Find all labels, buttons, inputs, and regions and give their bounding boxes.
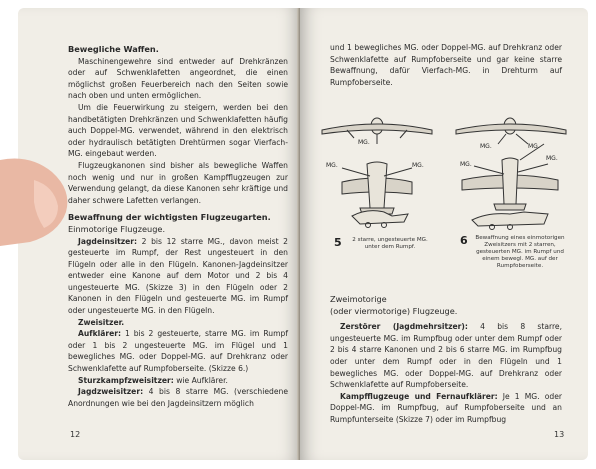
right-page (300, 8, 588, 460)
right-page-lower-text (330, 294, 562, 426)
paragraph-aufklaerer (68, 328, 288, 374)
paragraph-1: Maschinengewehre sind entweder auf Drehkränzen oder auf Schwenklafetten angeordnet, die einen möglichst großen Feuerbereich nach den Seiten sowie nach oben und unten ermöglichen. (68, 56, 288, 101)
paragraph-kampfflugzeuge (330, 391, 562, 426)
mg-label: MG. (528, 143, 540, 150)
term-jagdzweisitzer: Jagdzweisitzer: (78, 387, 144, 397)
text-kampfflugzeuge: Je 1 MG. oder Doppel-MG. im Rumpfbug, auf Rumpfoberseite und an Rumpfunterseite (Skizze 7) oder im Rumpfbug (330, 391, 562, 424)
term-kampfflugzeuge: Kampfflugzeuge und Fernaufklärer: (340, 391, 498, 401)
mg-label: MG. (326, 162, 338, 169)
term-zweisitzer: Zweisitzer. (78, 317, 125, 327)
subheading-single-engine: Einmotorige Flugzeuge. (68, 223, 166, 234)
text-sturzkampf: wie Aufklärer. (173, 375, 228, 385)
mg-label: MG. (460, 161, 472, 168)
figure-6-caption: Bewaffnung eines einmotorigen Zweisitzers mit 2 starren, gesteuerten MG. im Rumpf und einem bewegl. MG. auf der Rumpfoberseite. (475, 235, 565, 269)
mg-label: MG. (546, 155, 558, 162)
mg-label: MG. (480, 143, 492, 150)
page-number-left: 12 (70, 430, 81, 439)
right-page-top-text: und 1 bewegliches MG. oder Doppel-MG. auf Drehkranz oder Schwenklafette auf Rumpfoberseite und gar keine starre Bewaffnung, dafür Vierfach-MG. in Drehturm auf Rumpfoberseite. (330, 43, 562, 87)
text-jagdeinsitzer: 2 bis 12 starre MG., davon meist 2 gesteuerte im Rumpf, der Rest ungesteuert in den Flügeln oder alle in den Flügeln. Kanonen-Jagdeinsitzer entweder eine Kanone auf dem Motor und 2 bis 4 ungesteuerte MG. (Skizze 3) in den Flügeln oder 2 Kanonen in den Flügeln und gesteuerte MG. im Rumpf oder ungesteuerte MG. in den Flügeln. (68, 236, 288, 316)
figure-5-caption: 2 starre, ungesteuerte MG. unter dem Rumpf. (352, 237, 428, 250)
figure-5-aircraft-sketch (312, 104, 442, 234)
open-booklet (18, 8, 588, 460)
text-aufklaerer: 1 bis 2 gesteuerte, starre MG. im Rumpf oder 1 bis 2 ungesteuerte MG. im Flügel und 1 bewegliches MG. oder Doppel-MG. auf Drehkranz oder Schwenklafette auf Rumpfoberseite. (Skizze 6.) (68, 329, 288, 374)
figure-6-number: 6 (460, 234, 468, 247)
thumb-holding-book (0, 150, 72, 250)
paragraph-jagdeinsitzer (68, 236, 288, 317)
paragraph-2: Um die Feuerwirkung zu steigern, werden bei den handbetätigten Drehkränzen und Schwenklafetten häufig auch Doppel-MG. verwendet, während in den elektrisch oder hydraulisch betätigten Drehtürmen sogar Vierfach-MG. eingebaut werden. (68, 102, 288, 159)
paragraph-zerstoerer (330, 321, 562, 391)
term-zerstoerer: Zerstörer (Jagdmehrsitzer): (340, 322, 468, 332)
figure-5-number: 5 (334, 236, 342, 249)
paragraph-sturzkampf (68, 375, 288, 387)
page-number-right: 13 (554, 430, 565, 439)
left-page-text (68, 44, 288, 409)
term-jagdeinsitzer: Jagdeinsitzer: (78, 236, 138, 246)
paragraph-3: Flugzeugkanonen sind bisher als bewegliche Waffen noch wenig und nur in großen Kampfflugzeugen zur Verwendung gelangt, da diese Kanonen sehr kräftige und daher schwere Lafetten verlangen. (68, 160, 288, 205)
paragraph-jagdzweisitzer (68, 386, 288, 409)
text-jagdzweisitzer: 4 bis 8 starre MG. (verschiedene Anordnungen wie bei den Jagdeinsitzern möglich (68, 387, 288, 408)
heading-moveable-weapons: Bewegliche Waffen. (68, 44, 159, 54)
subheading-twin-engine: Zweimotorige (330, 294, 387, 304)
mg-label: MG. (412, 162, 424, 169)
heading-armament: Bewaffnung der wichtigsten Flugzeugarten. (68, 212, 271, 223)
text-zerstoerer: 4 bis 8 starre, ungesteuerte MG. im Rumpfbug oder unter dem Rumpf oder 2 bis 4 starre Kanonen und 2 bis 6 starre MG. im Rumpfbug oder unter dem Rumpf oder in den Flügeln und 1 bewegliches MG. oder Doppel-MG. auf Drehkranz oder Schwenklafette auf Rumpfoberseite. (330, 322, 562, 390)
mg-label: MG. (358, 139, 370, 146)
term-sturzkampf: Sturzkampfzweisitzer: (78, 375, 174, 385)
figure-6-aircraft-sketch (448, 104, 580, 236)
subheading-four-engine: (oder viermotorige) Flugzeuge. (330, 305, 458, 316)
term-aufklaerer: Aufklärer: (78, 329, 122, 339)
